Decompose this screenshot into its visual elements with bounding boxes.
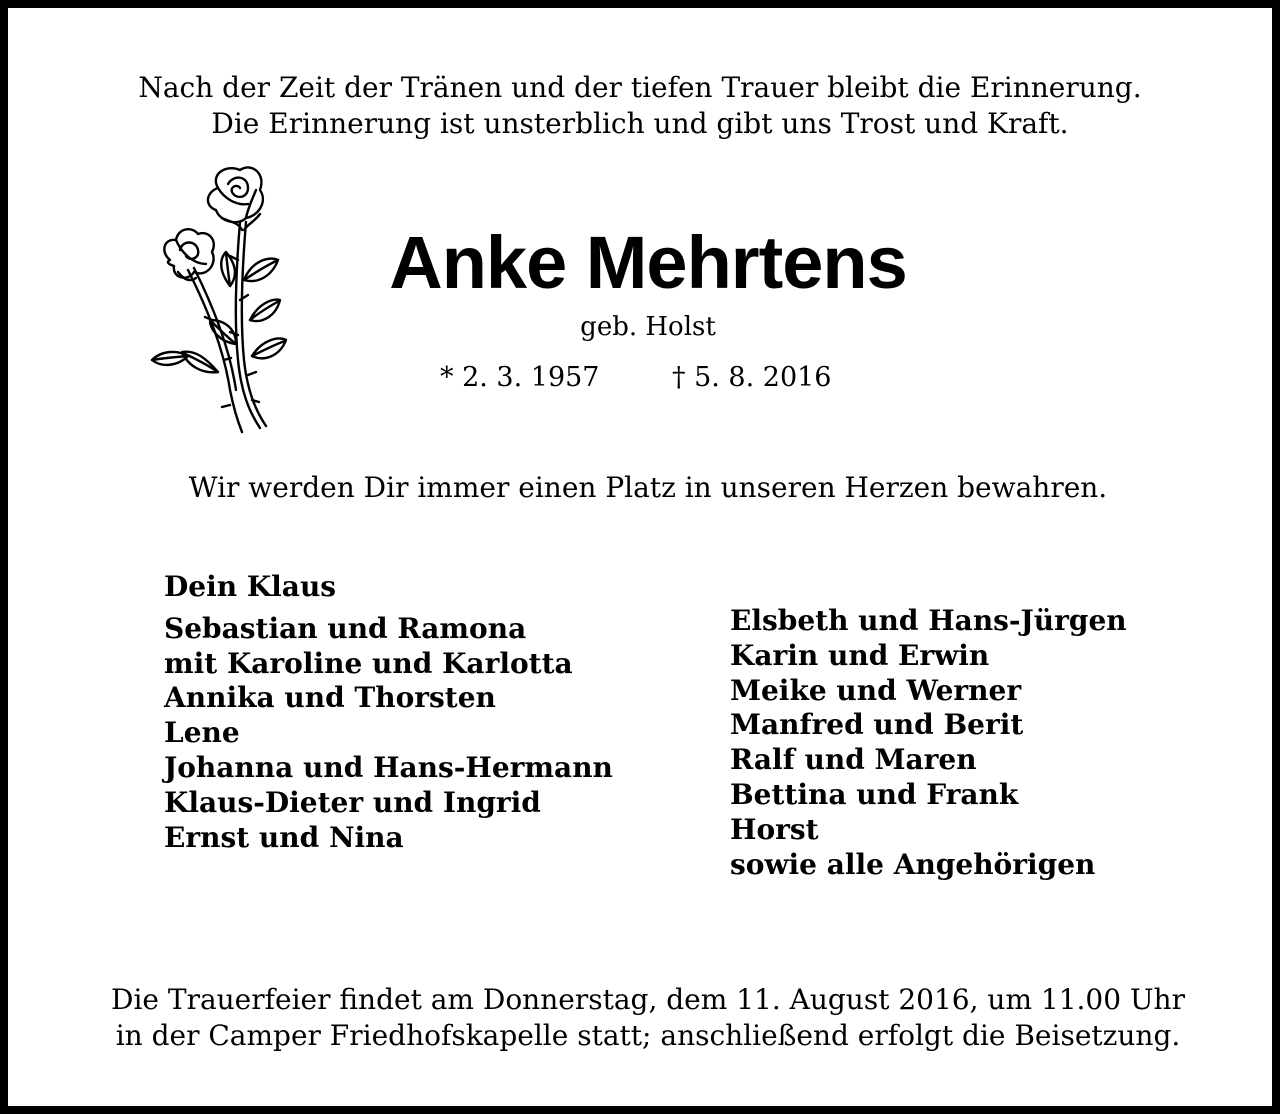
service-info-line-1: Die Trauerfeier findet am Donnerstag, dem 11. August 2016, um 11.00 Uhr — [111, 983, 1185, 1016]
mourner-line: Karin und Erwin — [730, 638, 990, 672]
mourner-line: Lene — [164, 716, 240, 750]
mourner-line: Elsbeth und Hans-Jürgen — [730, 604, 1127, 637]
mourner-line: Meike und Werner — [730, 673, 1022, 707]
mourner-line: Horst — [730, 812, 819, 846]
maiden-name: geb. Holst — [580, 312, 716, 342]
memorial-quote: Wir werden Dir immer einen Platz in unseren Herzen bewahren. — [188, 471, 1108, 504]
mourner-line: Sebastian und Ramona — [164, 611, 527, 645]
rose-icon — [148, 160, 288, 442]
intro-line-1: Nach der Zeit der Tränen und der tiefen Trauer bleibt die Erinnerung. — [138, 71, 1142, 104]
birth-date: * 2. 3. 1957 — [440, 362, 600, 393]
mourner-line: Klaus-Dieter und Ingrid — [164, 785, 541, 819]
mourner-line: Ralf und Maren — [730, 743, 977, 777]
intro-line-2: Die Erinnerung ist unsterblich und gibt uns Trost und Kraft. — [211, 107, 1069, 140]
mourner-head: Dein Klaus — [164, 570, 337, 603]
mourners-right-column — [730, 604, 1127, 882]
mourner-line: Manfred und Berit — [730, 708, 1024, 742]
mourner-line: Ernst und Nina — [164, 820, 404, 854]
death-date: † 5. 8. 2016 — [672, 362, 832, 393]
mourner-line: Johanna und Hans-Hermann — [164, 750, 613, 784]
mourner-line: Annika und Thorsten — [164, 681, 496, 715]
mourners-left-column — [164, 570, 613, 855]
mourner-line: mit Karoline und Karlotta — [164, 646, 573, 680]
deceased-name: Anke Mehrtens — [389, 221, 907, 304]
mourner-line: sowie alle Angehörigen — [730, 847, 1096, 881]
service-info-line-2: in der Camper Friedhofskapelle statt; anschließend erfolgt die Beisetzung. — [115, 1019, 1181, 1052]
mourner-line: Bettina und Frank — [730, 777, 1019, 811]
